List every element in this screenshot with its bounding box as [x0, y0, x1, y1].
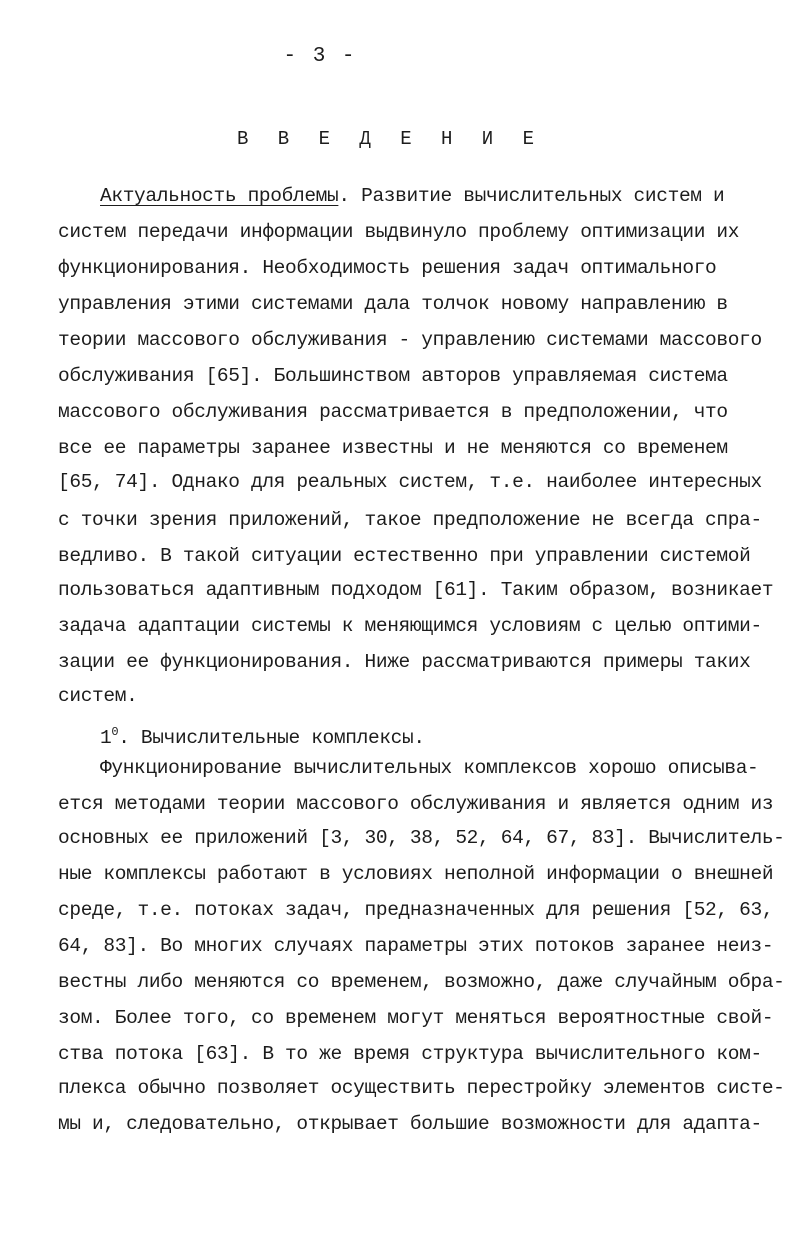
text-line: все ее параметры заранее известны и не меняются со временем: [58, 437, 728, 459]
text-line: мы и, следовательно, открывает большие возможности для адапта-: [58, 1113, 762, 1135]
page-number: - 3 -: [283, 45, 357, 68]
text-line: задача адаптации системы к меняющимся условиям с целью оптими-: [58, 615, 762, 637]
text-line: плекса обычно позволяет осуществить перестройку элементов систе-: [58, 1077, 785, 1099]
text-line: 64, 83]. Во многих случаях параметры этих потоков заранее неиз-: [58, 935, 774, 957]
text-line: [65, 74]. Однако для реальных систем, т.е. наиболее интересных: [58, 471, 762, 493]
text-line: вестны либо меняются со временем, возможно, даже случайным обра-: [58, 971, 785, 993]
text-line: с точки зрения приложений, такое предположение не всегда спра-: [58, 509, 762, 531]
line-text: . Развитие вычислительных систем и: [338, 185, 725, 207]
subsection-title-text: . Вычислительные комплексы.: [118, 727, 425, 749]
text-line: теории массового обслуживания - управлению системами массового: [58, 329, 762, 351]
text-line: зации ее функционирования. Ниже рассматриваются примеры таких: [58, 651, 751, 673]
section-lead: Актуальность проблемы: [100, 185, 339, 207]
text-line: систем передачи информации выдвинуло проблему оптимизации их: [58, 221, 740, 243]
text-line: [100, 184, 796, 208]
text-line: зом. Более того, со временем могут меняться вероятностные свой-: [58, 1007, 774, 1029]
text-line: пользоваться адаптивным подходом [61]. Таким образом, возникает: [58, 579, 774, 601]
text-line: основных ее приложений [3, 30, 38, 52, 64, 67, 83]. Вычислитель-: [58, 827, 785, 849]
subsection-number: 1: [100, 727, 112, 749]
text-line: систем.: [58, 685, 138, 707]
subsection-title: [100, 720, 796, 750]
degree-superscript: 0: [111, 725, 119, 739]
text-line: управления этими системами дала толчок новому направлению в: [58, 293, 728, 315]
text-line: ведливо. В такой ситуации естественно при управлении системой: [58, 545, 751, 567]
text-line: обслуживания [65]. Большинством авторов управляемая система: [58, 365, 728, 387]
text-line: ется методами теории массового обслуживания и является одним из: [58, 793, 774, 815]
text-line: Функционирование вычислительных комплексов хорошо описыва-: [100, 757, 759, 779]
text-line: функционирования. Необходимость решения задач оптимального: [58, 257, 717, 279]
text-line: ные комплексы работают в условиях неполной информации о внешней: [58, 863, 774, 885]
text-line: массового обслуживания рассматривается в предположении, что: [58, 401, 728, 423]
text-line: ства потока [63]. В то же время структура вычислительного ком-: [58, 1043, 762, 1065]
text-line: среде, т.е. потоках задач, предназначенных для решения [52, 63,: [58, 899, 774, 921]
section-heading: В В Е Д Е Н И Е: [236, 128, 544, 150]
